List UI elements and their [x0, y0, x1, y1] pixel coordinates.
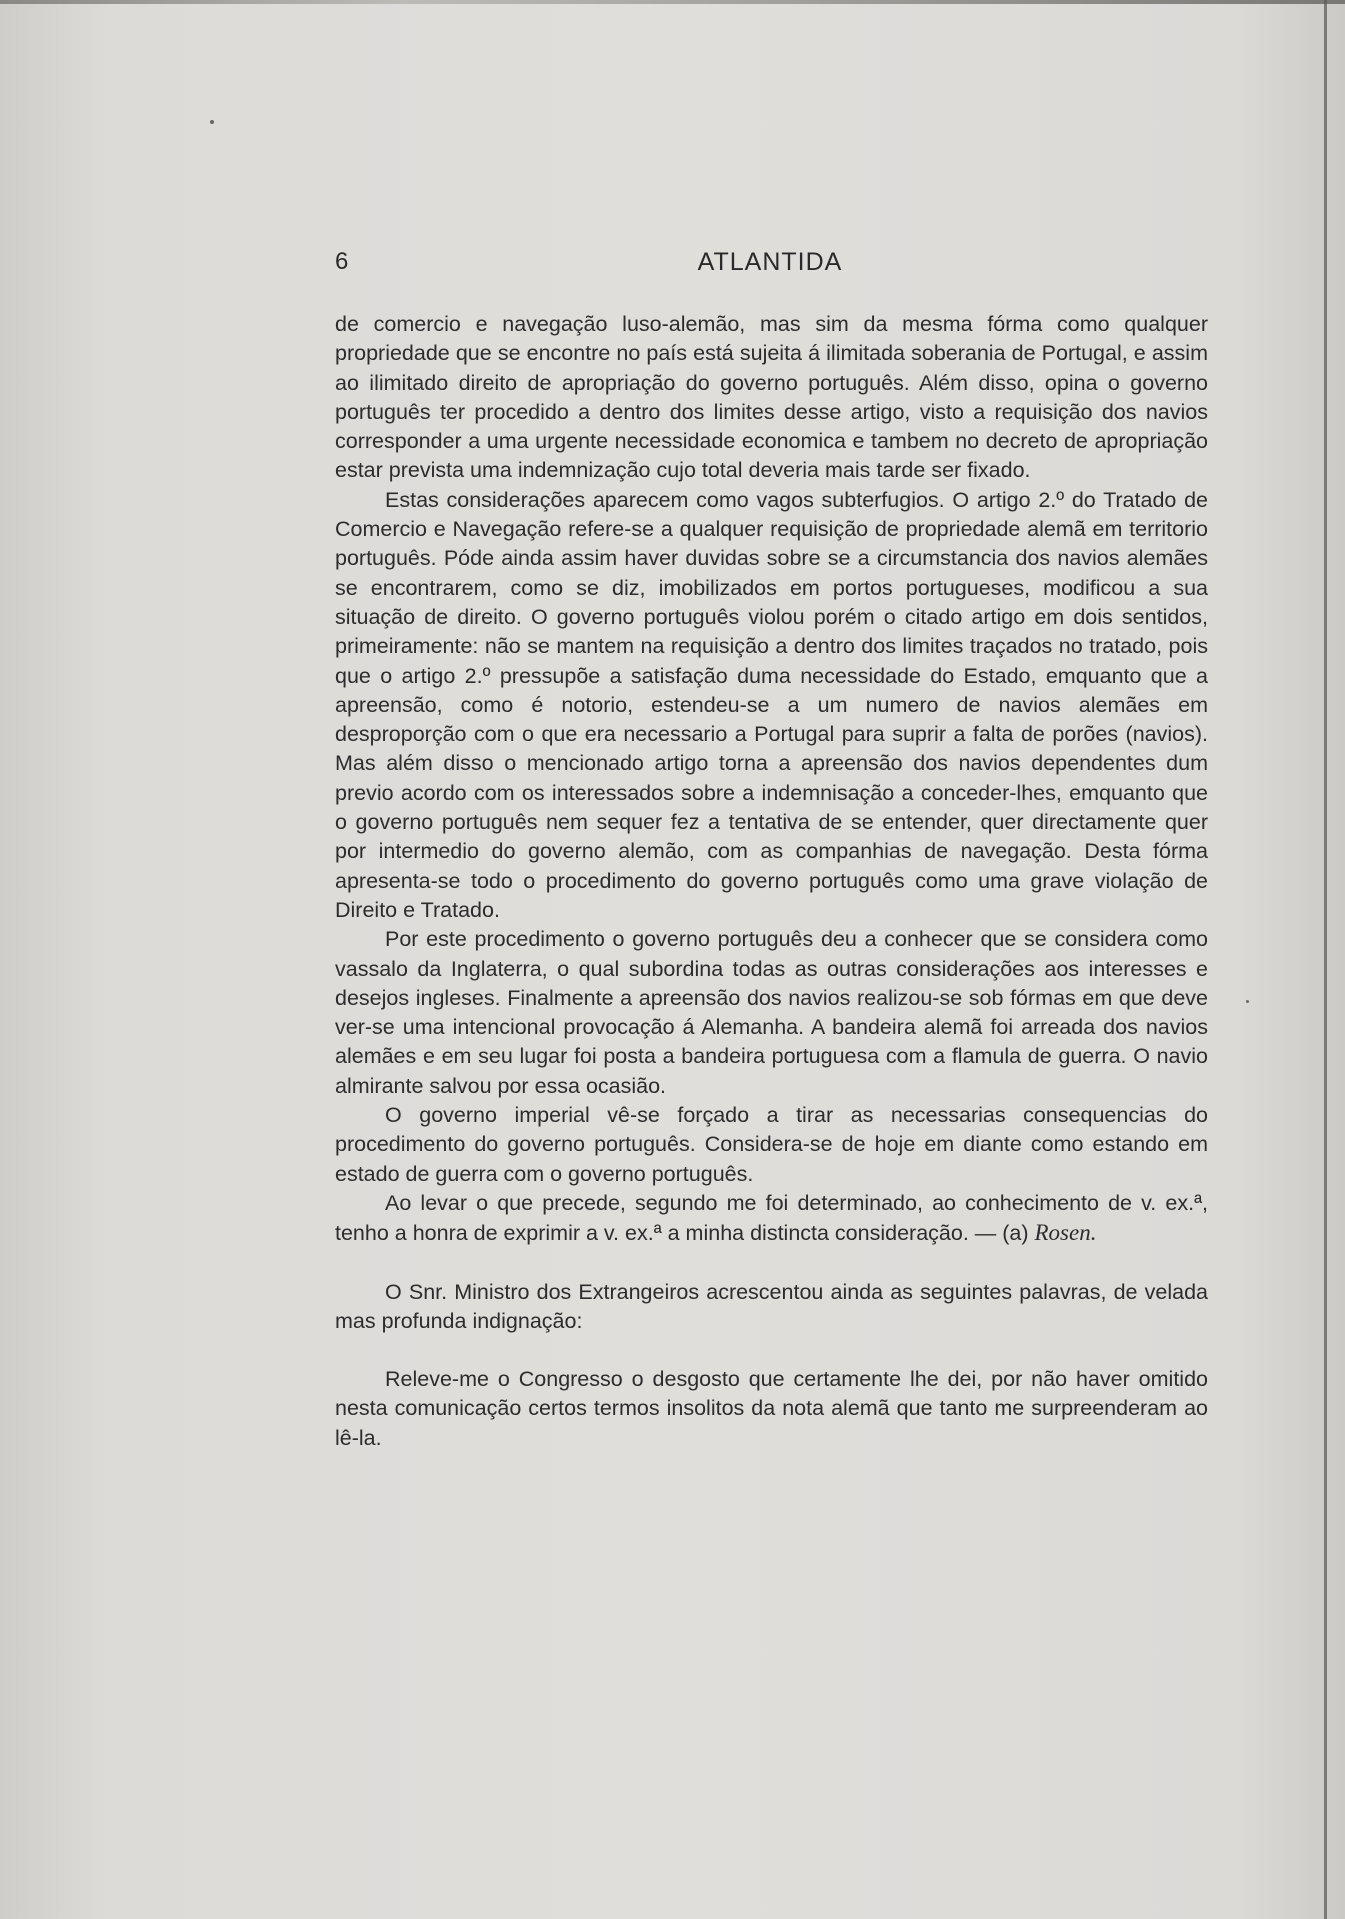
spacer: [335, 1336, 1208, 1365]
page-number: 6: [335, 248, 349, 275]
paragraph: Por este procedimento o governo português deu a conhecer que se considera como vassalo da Inglaterra, o qual subordina todas as outras considerações aos interesses e desejos ingleses. Finalmente a apreensão dos navios realizou-se sob fórmas em que deve ver-se uma intencional provocação á Alemanha. A bandeira alemã foi arreada dos navios alemães e em seu lugar foi posta a bandeira portuguesa com a flamula de guerra. O navio almirante salvou por essa ocasião.: [335, 927, 1208, 1098]
paragraph: O governo imperial vê-se forçado a tirar as necessarias consequencias do procedimento do governo português. Considera-se de hoje em diante como estando em estado de guerra com o governo português.: [335, 1103, 1208, 1186]
speckle: [1246, 1000, 1249, 1003]
body-text: [335, 310, 1208, 1453]
paragraph-with-signature: [335, 1189, 1208, 1249]
minister-paragraph: O Snr. Ministro dos Extrangeiros acrescentou ainda as seguintes palavras, de velada mas profunda indignação:: [335, 1279, 1208, 1333]
running-title: ATLANTIDA: [697, 248, 843, 276]
signature-name: Rosen.: [1034, 1220, 1097, 1246]
closing-paragraph: Releve-me o Congresso o desgosto que certamente lhe dei, por não haver omitido nesta comunicação certos termos insolitos da nota alemã que tanto me surpreenderam ao lê-la.: [335, 1367, 1208, 1450]
speckle: [210, 120, 214, 124]
page-right-edge: [1324, 0, 1327, 1919]
page-header: [335, 244, 1205, 280]
page-top-edge: [0, 0, 1345, 4]
closing-text: Ao levar o que precede, segundo me foi determinado, ao conhecimento de v. ex.ª, tenho a honra de exprimir a v. ex.ª a minha distincta consideração. — (a): [335, 1190, 1208, 1246]
paragraph: Estas considerações aparecem como vagos subterfugios. O artigo 2.º do Tratado de Comercio e Navegação refere-se a qualquer requisição de propriedade alemã em territorio português. Póde ainda assim haver duvidas sobre se a circumstancia dos navios alemães se encontrarem, como se diz, imobilizados em portos portugueses, modificou a sua situação de direito. O governo português violou porém o citado artigo em dois sentidos, primeiramente: não se mantem na requisição a dentro dos limites traçados no tratado, pois que o artigo 2.º pressupõe a satisfação duma necessidade do Estado, emquanto que a apreensão, como é notorio, estendeu-se a um numero de navios alemães em desproporção com o que era necessario a Portugal para suprir a falta de porões (navios). Mas além disso o mencionado artigo torna a apreensão dos navios dependentes dum previo acordo com os interessados sobre a indemnisação a conceder-lhes, emquanto que o governo português nem sequer fez a tentativa de se entender, quer directamente quer por intermedio do governo alemão, com as companhias de navegação. Desta fórma apresenta-se todo o procedimento do governo português como uma grave violação de Direito e Tratado.: [335, 487, 1208, 922]
spacer: [335, 1249, 1208, 1278]
paragraph-continuation: de comercio e navegação luso-alemão, mas sim da mesma fórma como qualquer propriedade que se encontre no país está sujeita á ilimitada soberania de Portugal, e assim ao ilimitado direito de apropriação do governo português. Além disso, opina o governo português ter procedido a dentro dos limites desse artigo, visto a requisição dos navios corresponder a uma urgente necessidade economica e tambem no decreto de apropriação estar prevista uma indemnização cujo total deveria mais tarde ser fixado.: [335, 312, 1208, 483]
